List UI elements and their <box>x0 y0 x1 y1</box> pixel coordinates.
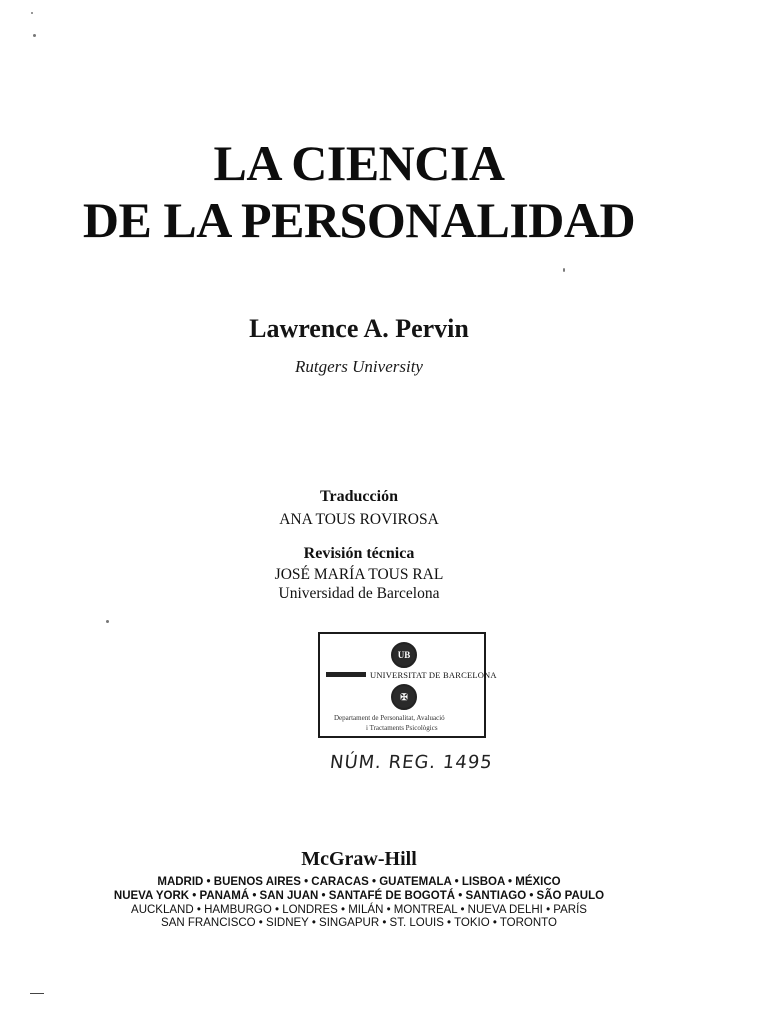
technical-reviewer-institution: Universidad de Barcelona <box>278 585 440 602</box>
author-name: Lawrence A. Pervin <box>249 314 469 343</box>
technical-reviewer-name: JOSÉ MARÍA TOUS RAL <box>274 566 444 583</box>
publisher-cities-line-3: AUCKLAND • HAMBURGO • LONDRES • MILÁN • MONTREAL • NUEVA DELHI • PARÍS <box>131 904 587 916</box>
stamp-department-line-2: i Tractaments Psicològics <box>366 724 438 732</box>
scan-speck <box>106 620 109 623</box>
book-title-line-1: LA CIENCIA <box>213 135 505 191</box>
author-affiliation: Rutgers University <box>295 357 423 376</box>
publisher-cities-line-2: NUEVA YORK • PANAMÁ • SAN JUAN • SANTAFÉ DE BOGOTÁ • SANTIAGO • SÃO PAULO <box>113 890 605 902</box>
translator-name: ANA TOUS ROVIROSA <box>279 511 439 528</box>
scan-speck <box>33 34 36 37</box>
publisher-cities-line-1: MADRID • BUENOS AIRES • CARACAS • GUATEMALA • LISBOA • MÉXICO <box>157 876 561 888</box>
scan-speck <box>31 12 33 14</box>
book-title-line-2: DE LA PERSONALIDAD <box>82 192 636 248</box>
publisher-name: McGraw-Hill <box>301 848 417 870</box>
scan-speck <box>563 268 565 272</box>
scan-mark <box>30 993 44 994</box>
technical-review-heading: Revisión técnica <box>303 545 415 562</box>
stamp-department-line-1: Departament de Personalitat, Avaluació <box>334 714 445 722</box>
stamp-logo-bar <box>326 672 366 677</box>
stamp-university-name: UNIVERSITAT DE BARCELONA <box>370 670 497 680</box>
university-crest-icon: ✠ <box>391 684 417 710</box>
registration-number: NÚM. REG. 1495 <box>328 752 494 773</box>
university-seal-icon: UB <box>391 642 417 668</box>
library-stamp <box>318 632 497 738</box>
publisher-cities-line-4: SAN FRANCISCO • SIDNEY • SINGAPUR • ST. LOUIS • TOKIO • TORONTO <box>161 917 557 929</box>
translation-heading: Traducción <box>320 488 398 505</box>
